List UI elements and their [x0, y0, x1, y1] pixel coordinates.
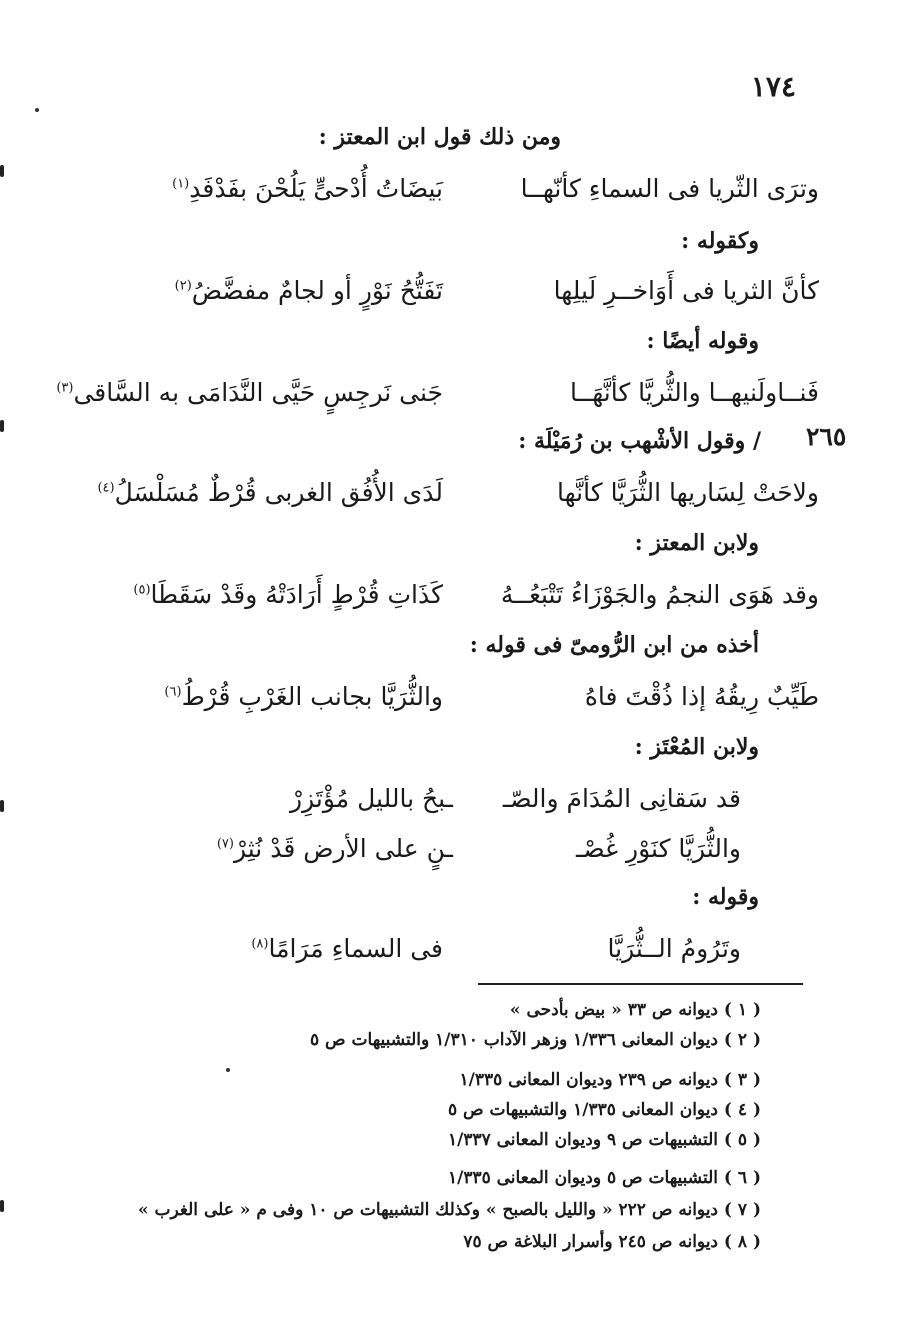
verse-hemistich-second [56, 378, 443, 407]
verse-hemistich-first: كأنَّ الثريا فى أَوَاخــرِ لَيلِها [553, 276, 819, 305]
verse-hemistich-second [251, 934, 443, 963]
scan-speck [226, 1068, 230, 1072]
intro-line: وكقوله : [681, 228, 759, 254]
verse-text: تَفَتُّحُ نَوْرٍ أو لجامٌ مفضَّضُ [191, 276, 443, 305]
verse-hemistich-first: والثُّرَيَّا كنَوْرِ غُصْـ [576, 834, 741, 863]
footnote-marker: (٣) [56, 380, 74, 396]
intro-line: وقوله أيضًا : [646, 328, 759, 354]
verse-hemistich-first: فَنــاولَنيهــا والثُّريَّا كأنَّهَــا [569, 378, 819, 407]
footnote: ( ٥ ) التشبيهات ص ٩ وديوان المعانى ١/٣٣٧ [447, 1130, 761, 1150]
footnote-marker: (٤) [97, 480, 115, 496]
verse-hemistich-first: وترَى الثّريا فى السماءِ كأنّهــا [520, 174, 819, 203]
intro-line: ولابن المعتز : [634, 530, 759, 556]
verse-hemistich-second [175, 276, 443, 305]
verse-hemistich-second [164, 682, 443, 711]
verse-text: لَدَى الأُفُق الغربى قُرْطٌ مُسَلْسَلُ [114, 478, 443, 507]
scan-edge-mark [0, 1200, 4, 1212]
footnote: ( ٦ ) التشبيهات ص ٥ وديوان المعانى ١/٣٣٥ [447, 1168, 761, 1188]
verse-hemistich-second [290, 784, 453, 813]
footnote-marker: (٥) [133, 582, 151, 598]
verse-hemistich-first: طَيِّبٌ رِيقُهُ إذا ذُقْتَ فاهُ [584, 682, 819, 711]
footnote: ( ٨ ) ديوانه ص ٢٤٥ وأسرار البلاغة ص ٧٥ [463, 1232, 761, 1252]
verse-hemistich-second [97, 478, 443, 507]
scan-edge-mark [0, 420, 4, 432]
footnote: ( ٤ ) ديوان المعانى ١/٣٣٥ والتشبيهات ص ٥ [447, 1100, 761, 1120]
verse-hemistich-first: ولاحَتْ لِسَاريها الثُّرَيَّا كأنَّها [557, 478, 819, 507]
scan-speck [35, 108, 39, 112]
verse-text: بَيضَاتُ أُدْحىٍّ يَلُحْنَ بفَدْفَدِ [189, 174, 443, 203]
page-number: ١٧٤ [750, 70, 796, 103]
footnote-marker: (٨) [251, 936, 269, 952]
intro-line: وقوله : [692, 884, 759, 910]
scan-edge-mark [0, 165, 4, 177]
intro-line: أخذه من ابن الرُّومىّ فى قوله : [469, 632, 759, 658]
verse-text: جَنى نَرجِسٍ حَيَّى النَّدَامَى به السَّاقى [73, 378, 443, 407]
scan-edge-mark [0, 800, 4, 812]
verse-hemistich-second [172, 174, 443, 203]
intro-line: ولابن المُعْتَز : [634, 734, 759, 760]
footnote: ( ٢ ) ديوان المعانى ١/٣٣٦ وزهر الآداب ١/٣١٠ والتشبيهات ص ٥ [310, 1030, 761, 1050]
footnote-marker: (٧) [216, 836, 234, 852]
footnote-marker: (٦) [164, 684, 182, 700]
verse-text: والثُّرَيَّا بجانب الغَرْبِ قُرْطُ [181, 682, 443, 711]
verse-hemistich-second [133, 580, 443, 609]
verse-hemistich-first: وقد هَوَى النجمُ والجَوْزَاءُ تَتْبَعُــهُ [500, 580, 819, 609]
footnote-marker: (١) [172, 176, 190, 192]
footnote-marker: (٢) [174, 278, 192, 294]
intro-line: / وقول الأشْهب بن رُمَيْلَة : [518, 428, 761, 454]
footnote: ( ٧ ) ديوانه ص ٢٢٢ « والليل بالصبح » وكذلك التشبيهات ص ١٠ وفى م « على الغرب » [138, 1200, 761, 1220]
intro-line: ومن ذلك قول ابن المعتز : [318, 124, 561, 150]
verse-hemistich-first: وتَرُومُ الــثُّرَيَّا [607, 934, 741, 963]
footnote: ( ١ ) ديوانه ص ٣٣ « بيض بأدحى » [509, 1000, 761, 1020]
verse-text: فى السماءِ مَرَامًا [268, 934, 443, 963]
verse-text: ـبحُ بالليل مُؤْتَزِرْ [290, 784, 453, 813]
footnote: ( ٣ ) ديوانه ص ٢٣٩ وديوان المعانى ١/٣٣٥ [459, 1070, 761, 1090]
verse-hemistich-first: قد سَقانِى المُدَامَ والصّـ [502, 784, 741, 813]
margin-page-number: ٢٦٥ [806, 422, 847, 451]
footnote-separator [478, 983, 803, 985]
verse-hemistich-second [217, 834, 453, 863]
verse-text: ـنٍ على الأرض قَدْ نُثِرْ [233, 834, 453, 863]
verse-text: كَذَاتِ قُرْطٍ أَرَادَتْهُ وقَدْ سَقَطَا [150, 580, 443, 609]
